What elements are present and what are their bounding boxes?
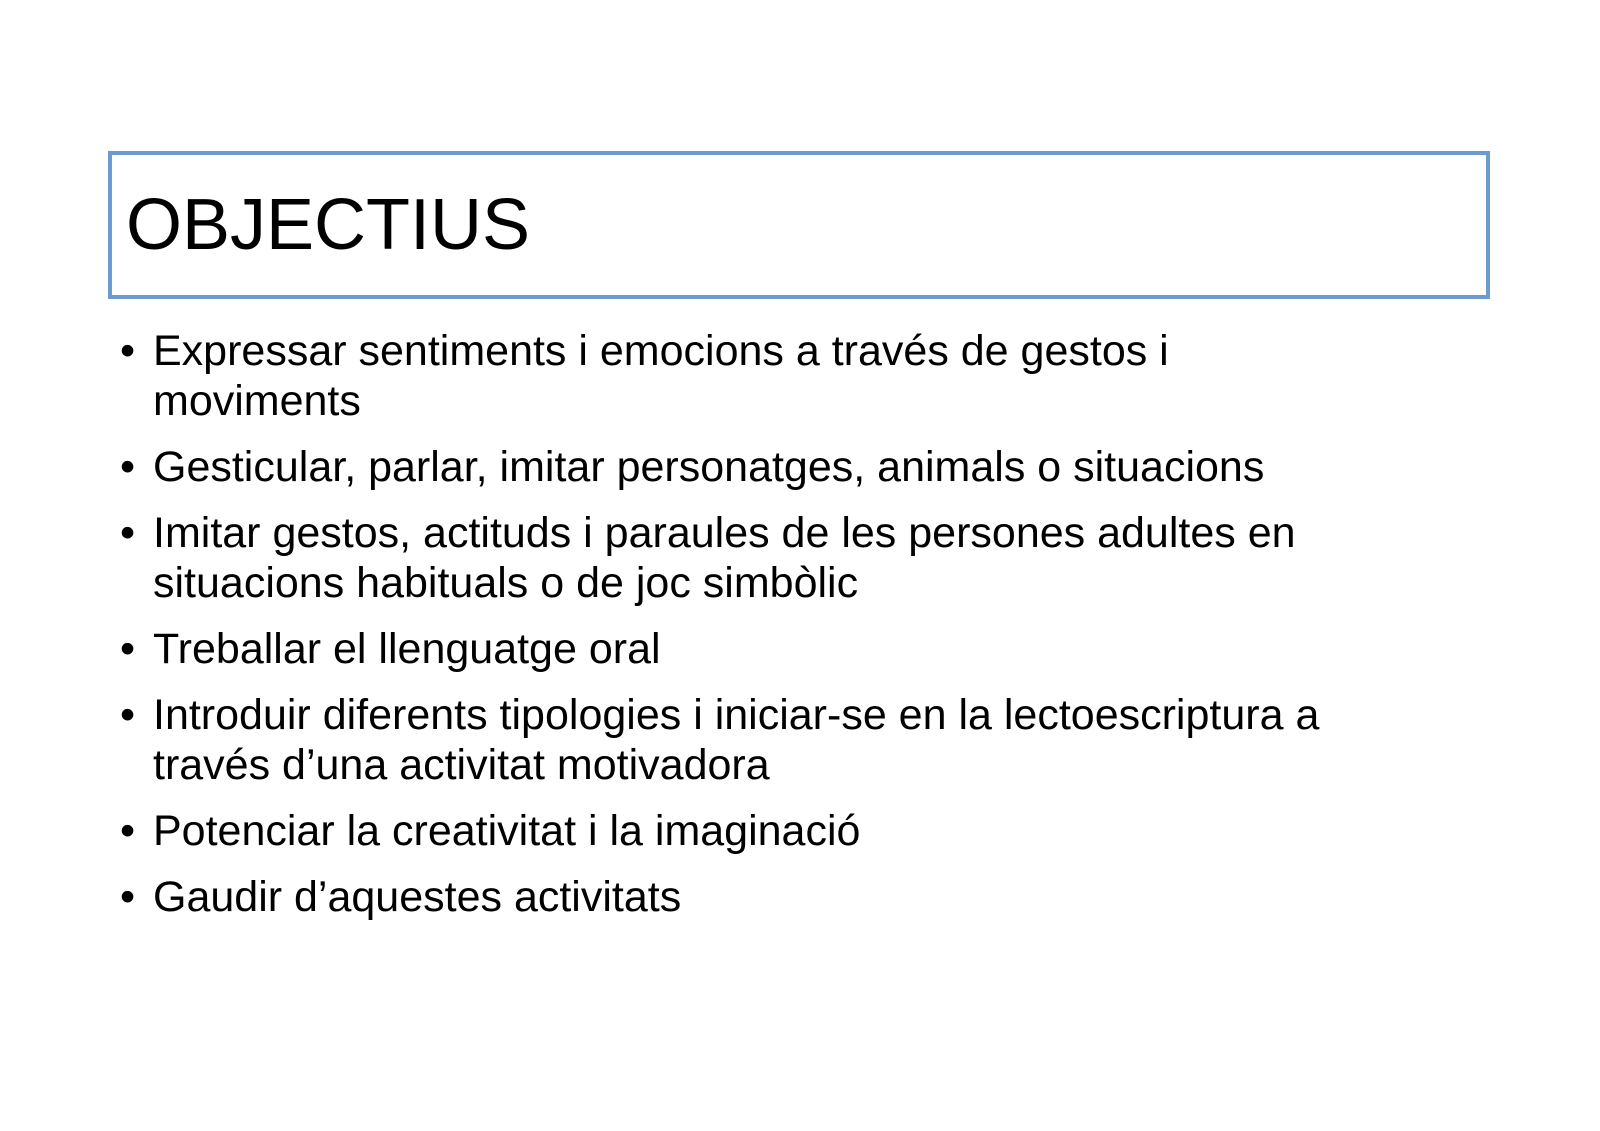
list-item-text: Introduir diferents tipologies i iniciar-se en la lectoescriptura a través d’una activitat motivadora bbox=[153, 691, 1320, 789]
list-item-text: Gaudir d’aquestes activitats bbox=[153, 873, 682, 921]
title-box bbox=[108, 151, 1490, 299]
list-item bbox=[120, 806, 1480, 856]
objectives-list bbox=[120, 326, 1480, 938]
list-item-text: Gesticular, parlar, imitar personatges, animals o situacions bbox=[153, 443, 1265, 491]
bullet-icon: • bbox=[120, 807, 136, 855]
bullet-icon: • bbox=[120, 327, 136, 375]
list-item bbox=[120, 690, 1480, 790]
list-item bbox=[120, 624, 1480, 674]
list-item-text: Treballar el llenguatge oral bbox=[153, 625, 661, 673]
bullet-icon: • bbox=[120, 625, 136, 673]
list-item bbox=[120, 508, 1480, 608]
list-item-text: Potenciar la creativitat i la imaginació bbox=[153, 807, 861, 855]
list-item-text: Imitar gestos, actituds i paraules de les persones adultes en situacions habituals o de joc simbòlic bbox=[153, 509, 1296, 607]
slide-title: OBJECTIUS bbox=[126, 185, 531, 265]
bullet-icon: • bbox=[120, 443, 136, 491]
list-item-text: Expressar sentiments i emocions a través de gestos i moviments bbox=[153, 327, 1169, 425]
bullet-icon: • bbox=[120, 873, 136, 921]
list-item bbox=[120, 326, 1480, 426]
bullet-icon: • bbox=[120, 691, 136, 739]
list-item bbox=[120, 872, 1480, 922]
list-item bbox=[120, 442, 1480, 492]
bullet-icon: • bbox=[120, 509, 136, 557]
